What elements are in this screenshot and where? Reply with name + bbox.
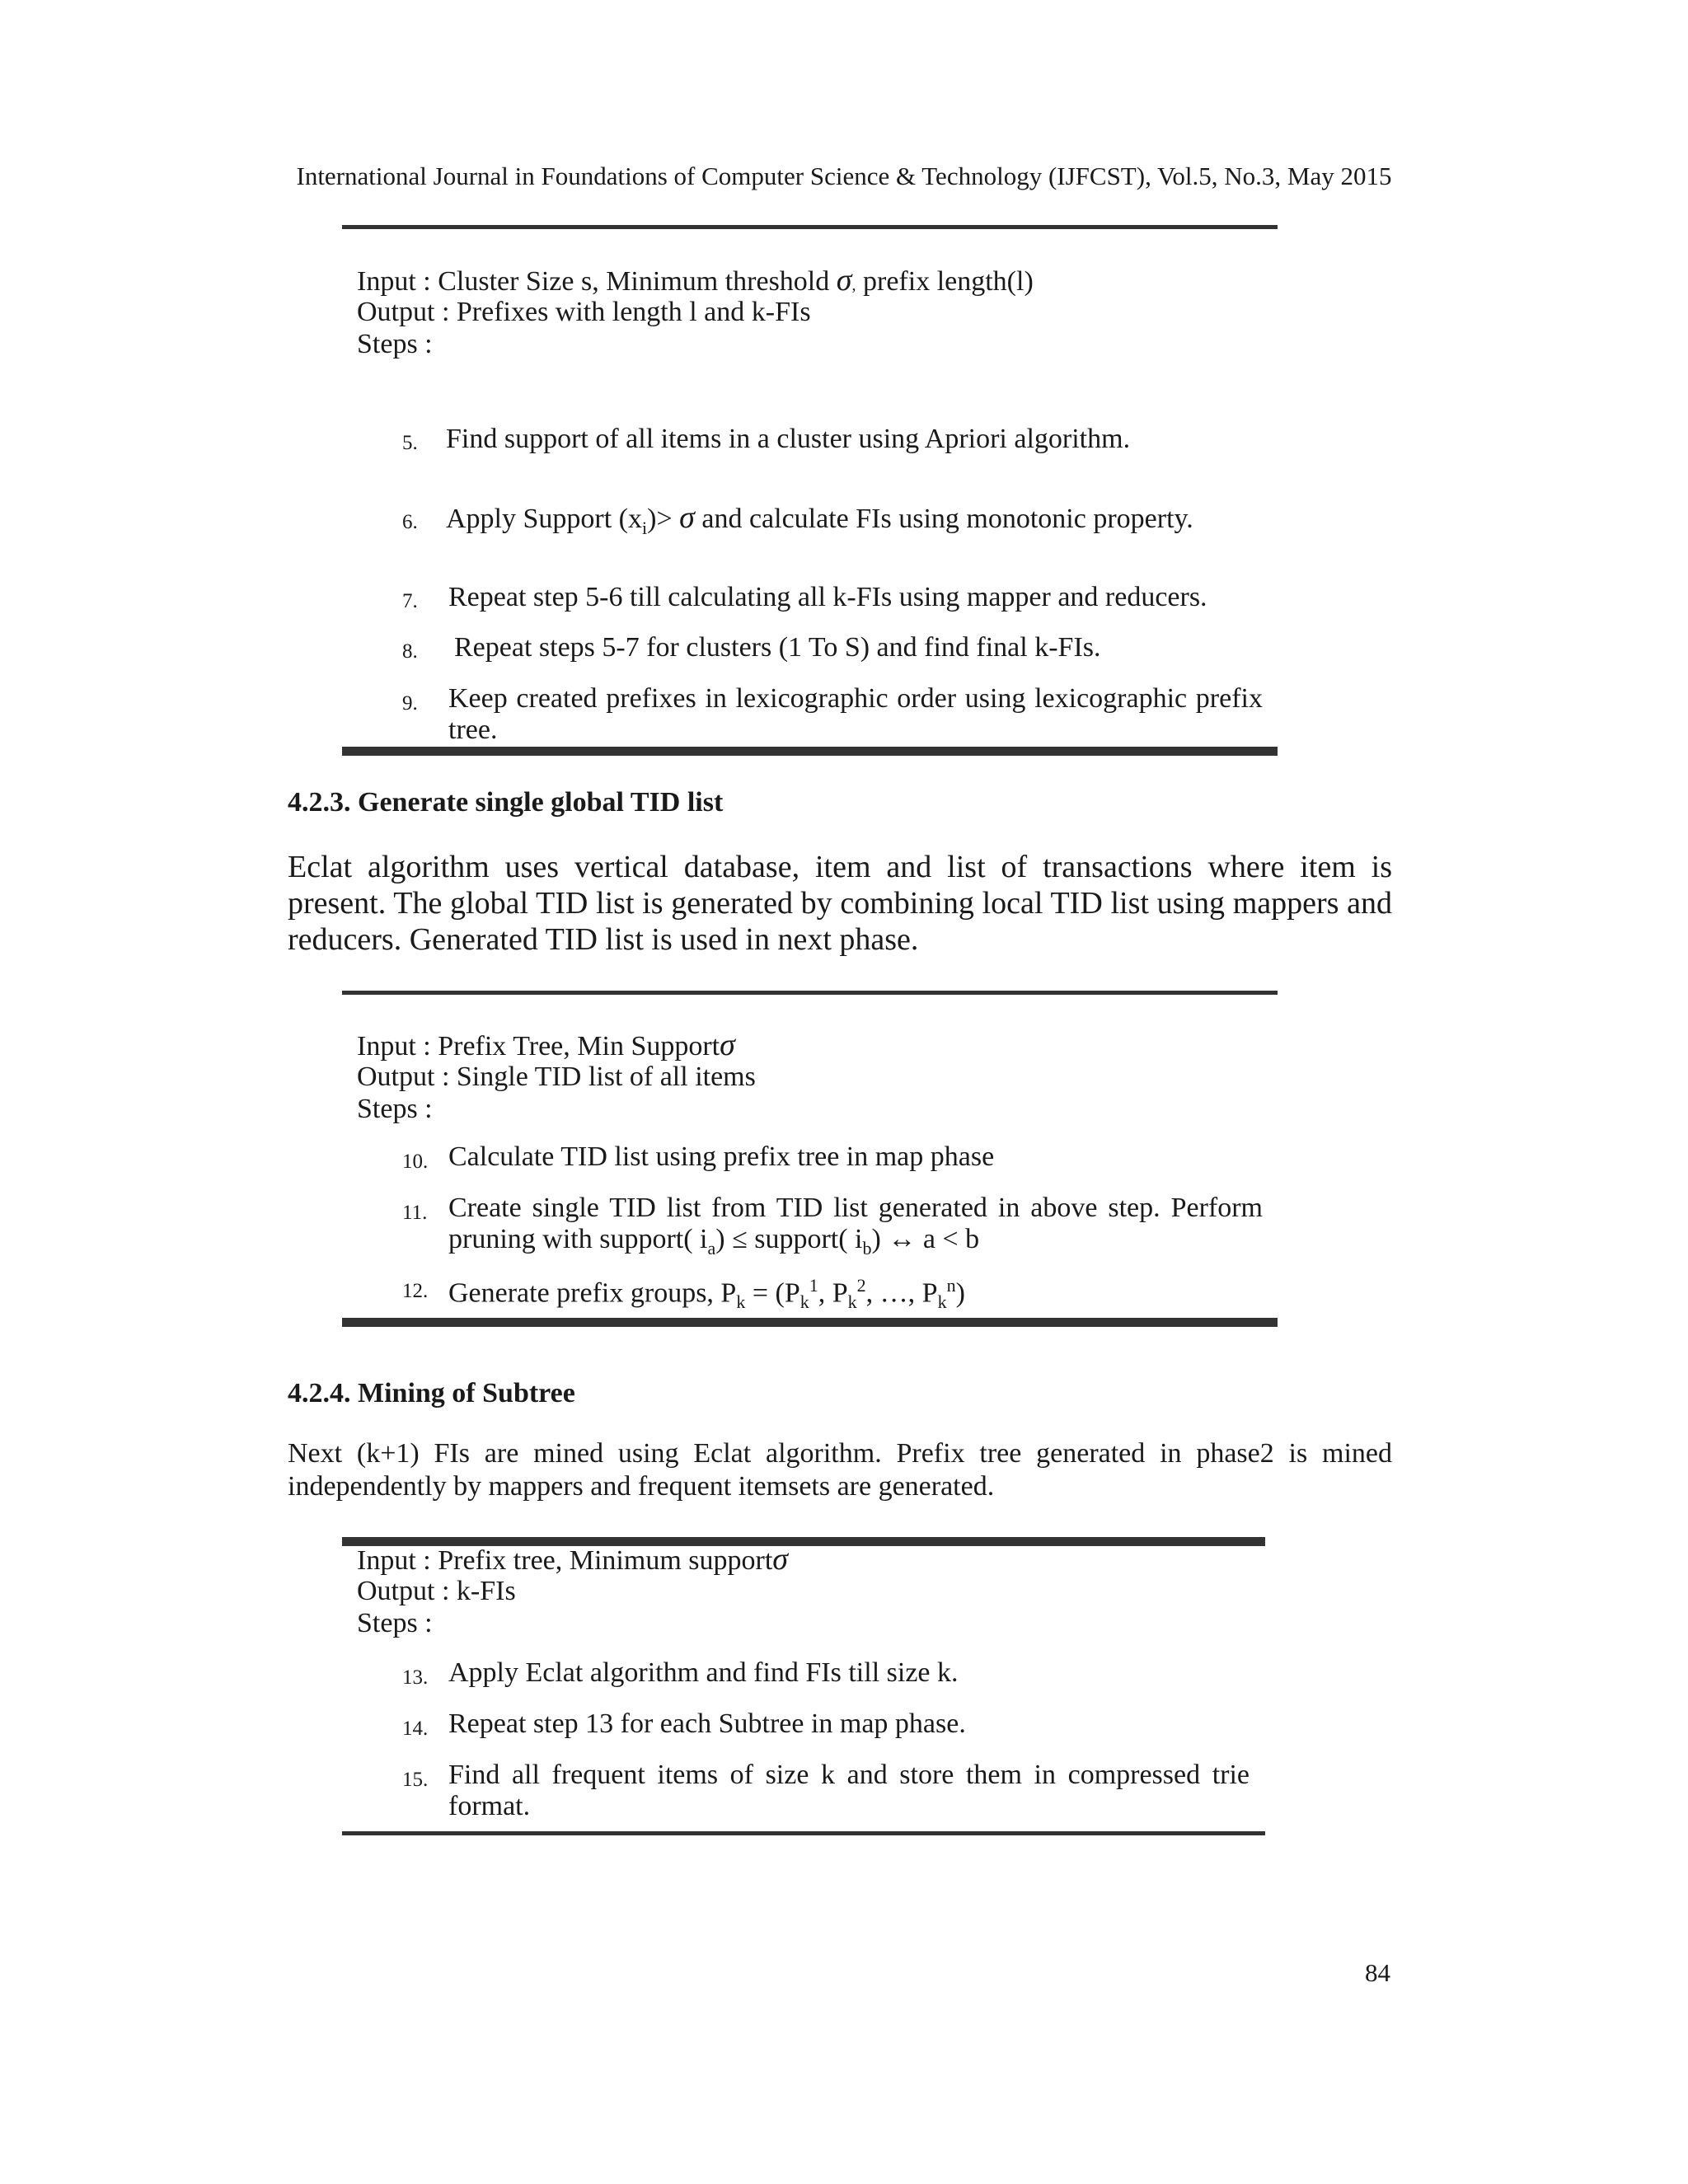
- section-heading: 4.2.3. Generate single global TID list: [288, 787, 724, 818]
- box1-input-suffix: prefix length(l): [863, 266, 1034, 297]
- step-number: 9.: [402, 692, 418, 715]
- step-text: Repeat step 5-6 till calculating all k-FIs using mapper and reducers.: [448, 582, 1207, 612]
- box1-top-rule: [342, 225, 1278, 229]
- step-number: 15.: [402, 1769, 429, 1791]
- box2-steps-label: Steps :: [357, 1094, 433, 1124]
- step-text: Find support of all items in a cluster using Apriori algorithm.: [446, 424, 1131, 454]
- box2-top-rule: [342, 991, 1278, 995]
- step-number: 12.: [402, 1280, 429, 1302]
- sigma-symbol: σ: [720, 1028, 735, 1062]
- sigma-symbol: σ: [836, 263, 852, 298]
- section-paragraph: Eclat algorithm uses vertical database, item and list of transactions where item is present. The global TID list is generated by combining local TID list using mappers and reducers. Generated TID list is used in next phase.: [288, 850, 1392, 957]
- box3-top-rule: [342, 1537, 1265, 1542]
- step-text: Keep created prefixes in lexicographic order using lexicographic prefix tree.: [448, 683, 1263, 745]
- step-text: Repeat steps 5-7 for clusters (1 To S) and find final k-FIs.: [454, 632, 1101, 663]
- box1-comma: ,: [851, 276, 856, 294]
- sigma-symbol: σ: [772, 1542, 789, 1577]
- step-number: 5.: [402, 432, 418, 454]
- box2-input-line: [357, 1029, 735, 1063]
- box1-output-line: Output : Prefixes with length l and k-FIs: [357, 297, 811, 327]
- running-header: International Journal in Foundations of Computer Science & Technology (IJFCST), Vol.5, No.3, May 2015: [296, 162, 1392, 190]
- step-text: Create single TID list from TID list generated in above step. Perform: [448, 1193, 1263, 1223]
- box3-steps-label: Steps :: [357, 1608, 433, 1638]
- step-text: Generate prefix groups, $P_k = (P_k^1$, $P_k^2$, …, $P_k^n$): [448, 1275, 965, 1313]
- step-number: 11.: [402, 1202, 428, 1224]
- box3-input-label: Input : Prefix tree, Minimum support: [357, 1545, 773, 1576]
- section-heading: 4.2.4. Mining of Subtree: [288, 1378, 575, 1408]
- box1-steps-label: Steps :: [357, 329, 433, 359]
- step-text: Find all frequent items of size k and store them in compressed trie format.: [448, 1760, 1250, 1821]
- step-number: 8.: [402, 640, 418, 663]
- box1-input-label: Input : Cluster Size s, Minimum threshold: [357, 266, 830, 297]
- sigma-symbol: σ: [679, 500, 695, 535]
- box1-bottom-rule: [342, 747, 1278, 752]
- step-text: Apply Eclat algorithm and find FIs till size k.: [448, 1657, 959, 1688]
- section-paragraph: Next (k+1) FIs are mined using Eclat algorithm. Prefix tree generated in phase2 is mined independently by mappers and frequent itemsets are generated.: [288, 1438, 1392, 1502]
- page-number: 84: [1365, 1958, 1390, 1987]
- box3-input-line: [357, 1543, 788, 1577]
- box2-input-label: Input : Prefix Tree, Min Support: [357, 1031, 720, 1062]
- box2-output-line: Output : Single TID list of all items: [357, 1062, 756, 1092]
- box3-bottom-rule: [342, 1831, 1265, 1835]
- step-number: 6.: [402, 511, 418, 533]
- step-number: 14.: [402, 1718, 429, 1740]
- step-number: 13.: [402, 1666, 429, 1689]
- step-text: pruning with support( $i_a$) ≤ support( $i_b$) ↔ a < b: [448, 1224, 980, 1258]
- step-text: Repeat step 13 for each Subtree in map phase.: [448, 1708, 966, 1739]
- step-number: 7.: [402, 590, 418, 612]
- box2-bottom-rule: [342, 1318, 1278, 1323]
- step-text: Calculate TID list using prefix tree in map phase: [448, 1141, 995, 1172]
- step-number: 10.: [402, 1151, 429, 1173]
- box3-output-line: Output : k-FIs: [357, 1576, 516, 1606]
- step-text: Apply Support $(x_i)> \sigma$ and calculate FIs using monotonic property.: [446, 500, 1193, 538]
